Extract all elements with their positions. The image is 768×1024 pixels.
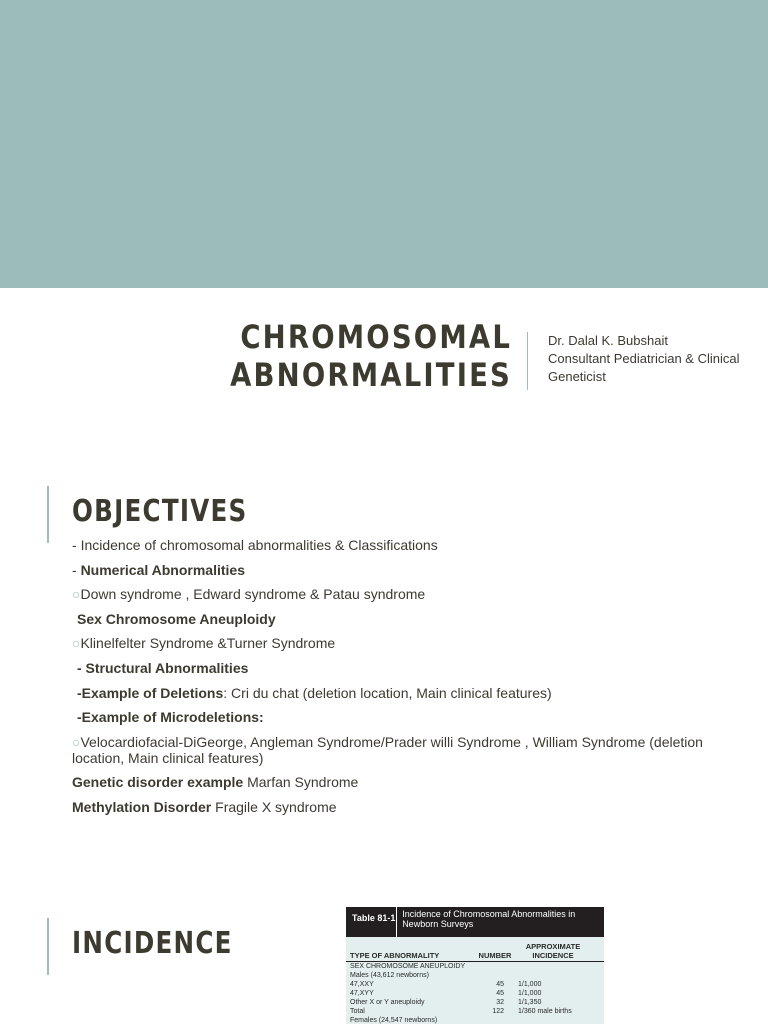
row-number: 32 (496, 999, 504, 1006)
row-incidence: 1/1,000 (518, 981, 542, 988)
item-bold-text: Methylation Disorder (72, 798, 212, 815)
row-number: 45 (496, 981, 504, 988)
row-label: SEX CHROMOSOME ANEUPLOIDY (350, 963, 466, 970)
objective-item (72, 586, 742, 611)
item-bold-text: Genetic disorder example (72, 774, 244, 791)
title-divider (527, 332, 528, 390)
row-incidence (518, 1016, 588, 1024)
table-row (346, 1016, 604, 1024)
objectives-heading: OBJECTIVES (72, 494, 248, 529)
item-bold-text: -Example of Deletions (77, 684, 224, 701)
row-label: 47,XXY (350, 981, 374, 988)
table-body (346, 962, 604, 1024)
row-label: 47,XYY (350, 990, 374, 997)
item-text: Velocardiofacial-DiGeorge, Angleman Syndrome/Prader willi Syndrome , William Syndrome (deletion location, Main clinical features) (72, 733, 703, 766)
item-bold-text: Numerical Abnormalities (80, 561, 245, 578)
row-label: Total (350, 1008, 365, 1015)
col-type-header: TYPE OF ABNORMALITY (350, 951, 440, 960)
incidence-table (346, 907, 604, 1024)
row-number (482, 962, 518, 971)
table-number: Table 81-1 (346, 907, 397, 937)
item-text: Down syndrome , Edward syndrome & Patau syndrome (80, 586, 426, 603)
incidence-accent-bar (47, 918, 49, 975)
objective-item (72, 774, 742, 799)
title-line-1: CHROMOSOMAL (240, 318, 512, 356)
row-incidence (518, 962, 588, 971)
objective-item (72, 734, 742, 775)
objective-item (72, 537, 742, 562)
item-text: Marfan Syndrome (243, 774, 359, 791)
row-number (482, 971, 518, 980)
row-incidence: 1/1,350 (518, 999, 542, 1006)
item-bold-text: -Example of Microdeletions: (77, 709, 264, 726)
objectives-accent-bar (47, 486, 49, 543)
title-line-2: ABNORMALITIES (230, 356, 512, 394)
bullet-icon: ○ (72, 635, 81, 652)
item-text: : Cri du chat (deletion location, Main clinical features) (223, 684, 552, 701)
objective-item (72, 660, 742, 685)
slide-title (132, 318, 512, 394)
row-number (482, 1016, 518, 1024)
item-bold-text: Sex Chromosome Aneuploidy (77, 610, 276, 627)
row-label: Females (24,547 newborns) (350, 1017, 438, 1024)
row-label: Males (43,612 newborns) (350, 972, 429, 979)
table-row (346, 989, 604, 998)
item-text: Fragile X syndrome (211, 798, 337, 815)
incidence-heading: INCIDENCE (72, 926, 233, 961)
bullet-icon: ○ (72, 586, 81, 603)
author-name: Dr. Dalal K. Bubshait (548, 333, 668, 348)
objective-item (72, 635, 742, 660)
row-incidence: 1/1,000 (518, 990, 542, 997)
row-incidence: 1/360 male births (518, 1008, 572, 1015)
item-text: Incidence of chromosomal abnormalities & Classifications (80, 537, 438, 553)
table-column-headers (346, 937, 604, 962)
col-incidence-header: APPROXIMATE INCIDENCE (525, 942, 581, 960)
objectives-list (72, 537, 742, 824)
item-prefix: - (72, 561, 81, 578)
author-role: Consultant Pediatrician & Clinical Geneticist (548, 351, 740, 384)
table-row (346, 971, 604, 980)
table-title: Incidence of Chromosomal Abnormalities in Newborn Surveys (402, 909, 576, 929)
col-number-header: NUMBER (478, 951, 512, 960)
objective-item (72, 562, 742, 587)
title-slide-banner (0, 0, 768, 288)
table-row (346, 980, 604, 989)
item-prefix: - (72, 537, 81, 553)
objective-item (72, 611, 742, 636)
table-row (346, 998, 604, 1007)
item-bold-text: - Structural Abnormalities (77, 659, 249, 676)
table-row (346, 962, 604, 971)
objective-item (72, 799, 742, 824)
objective-item (72, 685, 742, 710)
row-incidence (518, 971, 588, 980)
item-text: Klinelfelter Syndrome &Turner Syndrome (80, 635, 336, 652)
table-header (346, 907, 604, 937)
table-row (346, 1007, 604, 1016)
author-block (548, 332, 753, 386)
bullet-icon: ○ (72, 733, 81, 750)
row-number: 45 (496, 990, 504, 997)
row-label: Other X or Y aneuploidy (350, 999, 425, 1006)
row-number: 122 (492, 1008, 504, 1015)
objective-item (72, 709, 742, 734)
